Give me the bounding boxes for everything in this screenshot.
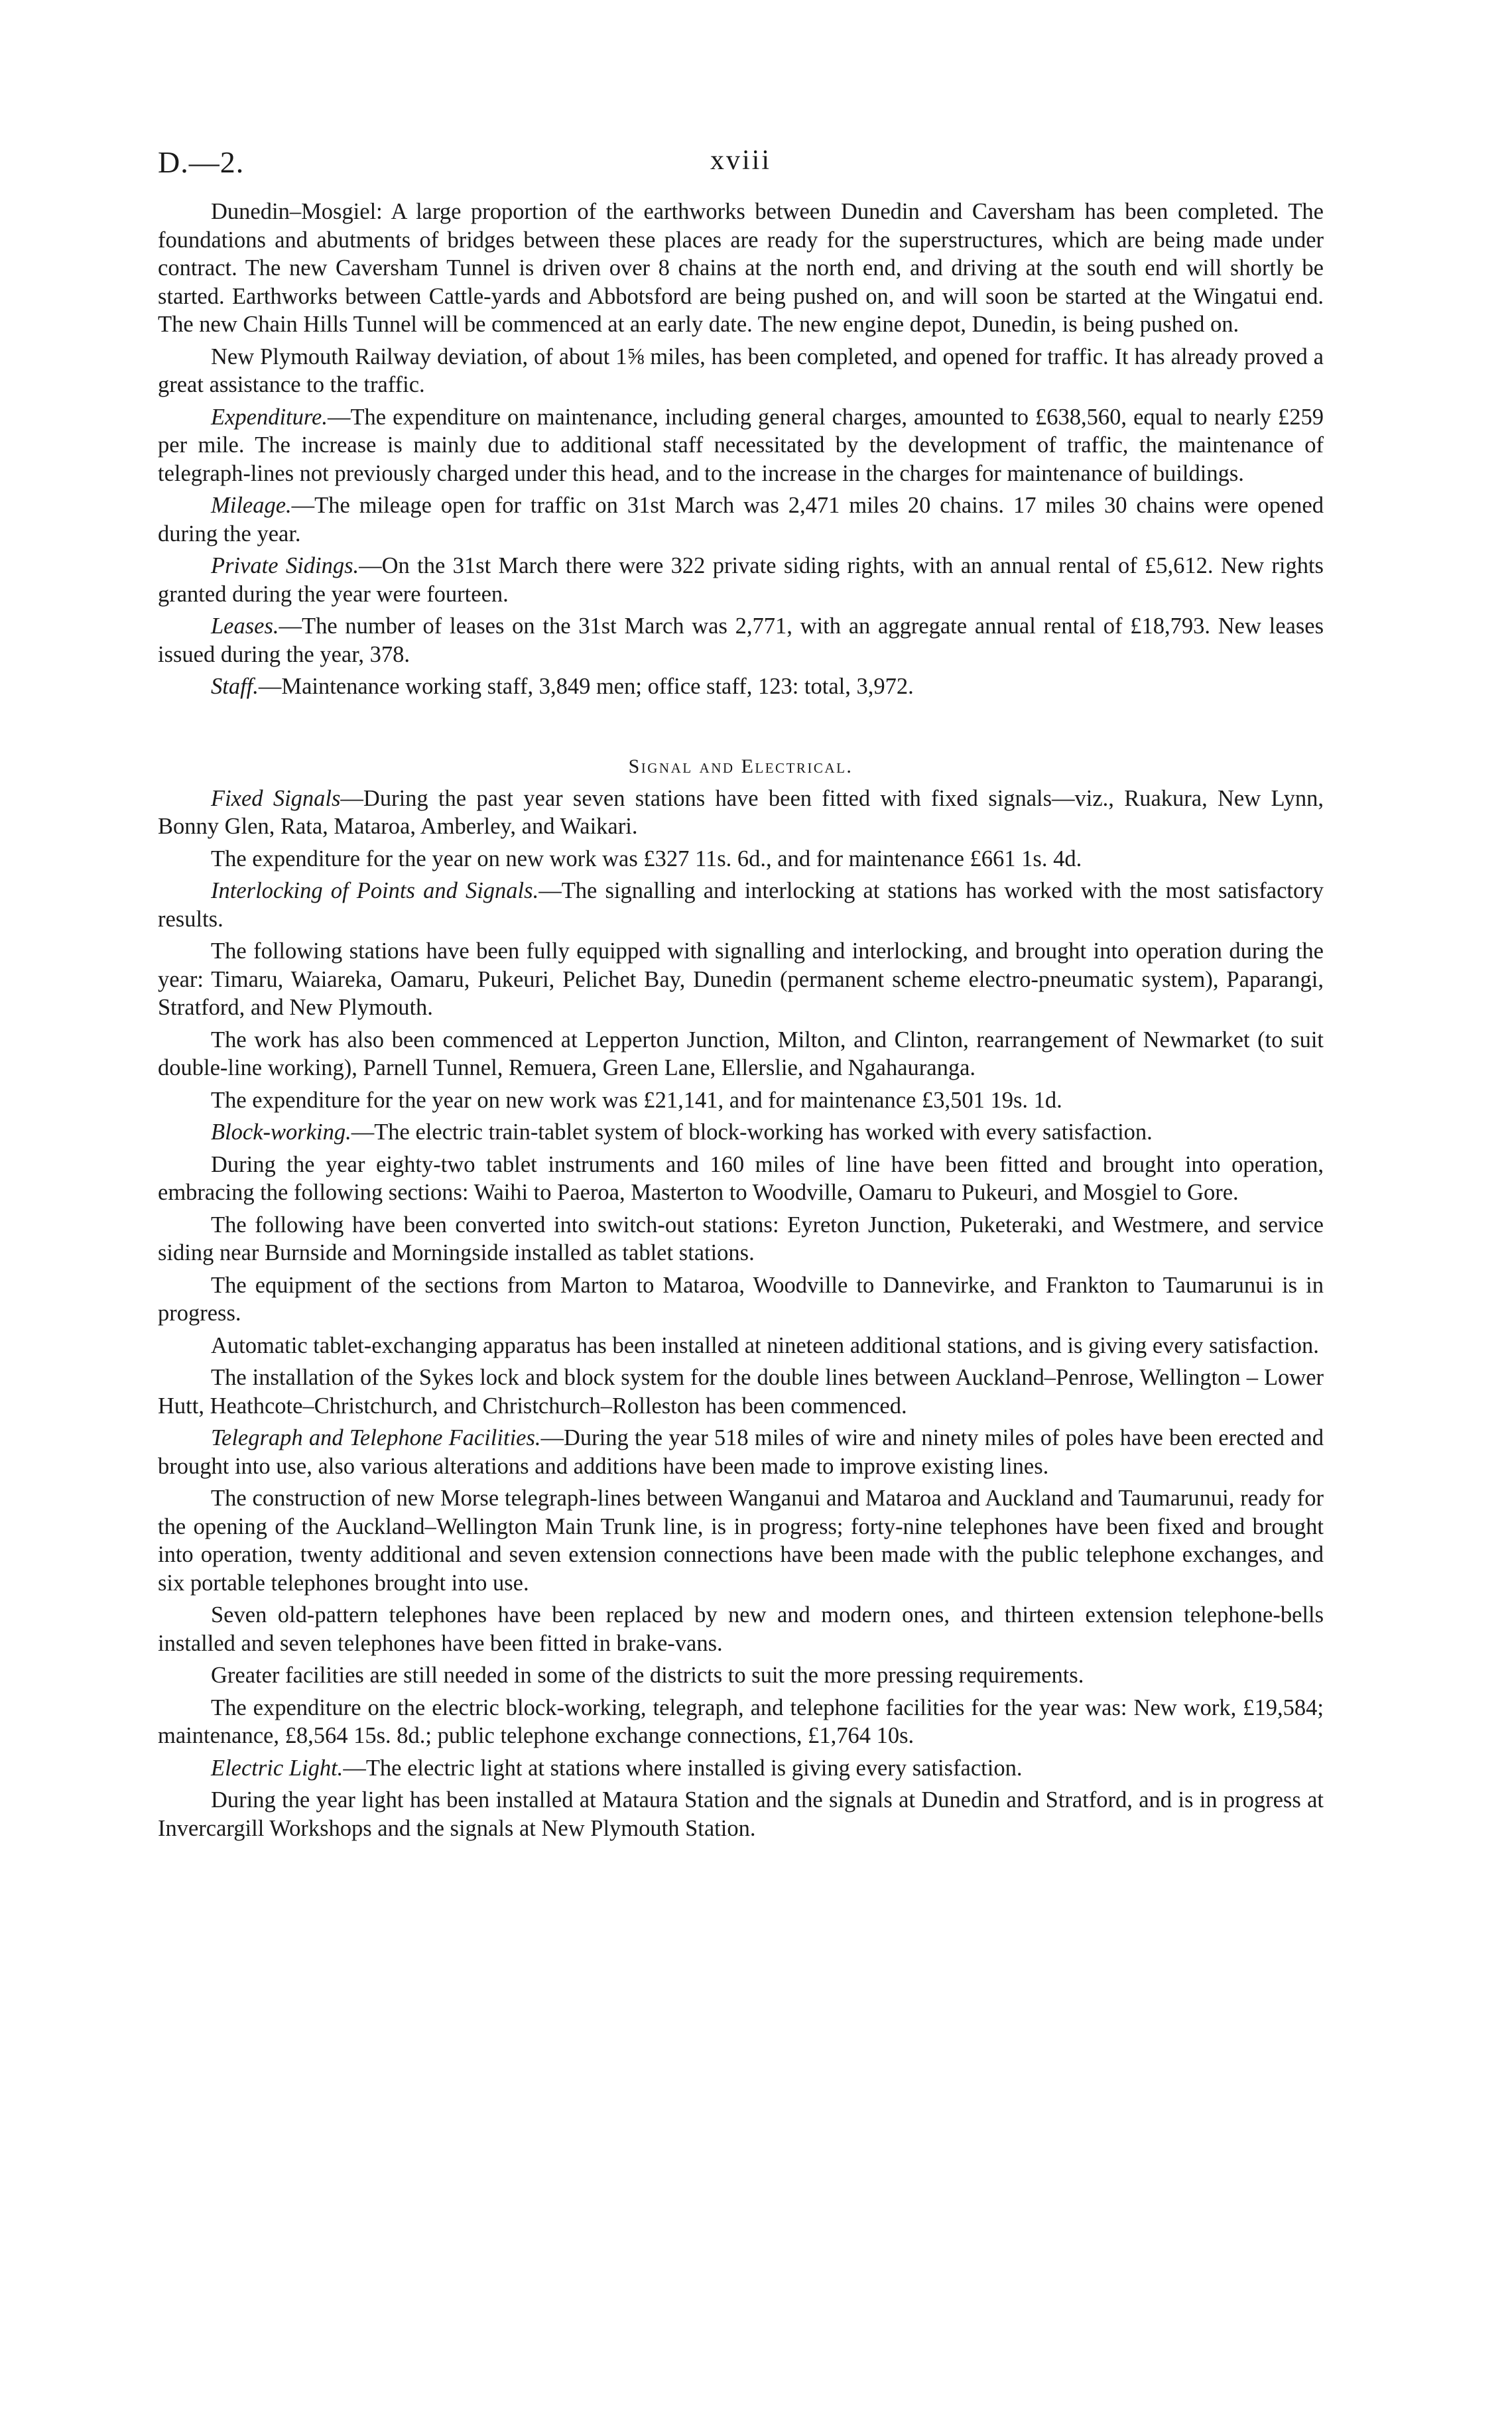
paragraph xyxy=(158,672,1324,701)
paragraph xyxy=(158,1086,1324,1115)
paragraph-text: —The signalling and interlocking at stations has worked with the most satisfactory results. xyxy=(158,878,1324,932)
paragraph xyxy=(158,612,1324,669)
paragraph xyxy=(158,1601,1324,1657)
paragraph-text: —During the year 518 miles of wire and ninety miles of poles have been erected and brought into use, also various alterations and additions have been made to improve existing lines. xyxy=(158,1425,1324,1479)
page-header xyxy=(158,145,1324,198)
paragraph xyxy=(158,1118,1324,1147)
paragraph xyxy=(158,198,1324,339)
paragraph xyxy=(158,1026,1324,1082)
paragraph-lead: Electric Light. xyxy=(211,1755,344,1781)
paragraph xyxy=(158,1151,1324,1207)
paragraph xyxy=(158,1211,1324,1267)
paragraph-lead: Block-working. xyxy=(211,1119,351,1145)
paragraph-text: —On the 31st March there were 322 private siding rights, with an annual rental of £5,612. New rights granted during the year were fourteen. xyxy=(158,553,1324,607)
paragraph-text: —During the past year seven stations have been fitted with fixed signals—viz., Ruakura, New Lynn, Bonny Glen, Rata, Mataroa, Amberley, and Waikari. xyxy=(158,785,1324,839)
paragraph xyxy=(158,491,1324,548)
paragraph-lead: Mileage. xyxy=(211,493,292,518)
paragraph xyxy=(158,343,1324,399)
paragraph-text: New Plymouth Railway deviation, of about 1⅝ miles, has been completed, and opened for traffic. It has already proved a great assistance to the traffic. xyxy=(158,344,1324,397)
paragraph xyxy=(158,1694,1324,1750)
paragraph-text: Automatic tablet-exchanging apparatus has been installed at nineteen additional stations, and is giving every satisfaction. xyxy=(211,1332,1319,1358)
paragraph-text: —The electric light at stations where installed is giving every satisfaction. xyxy=(343,1755,1023,1781)
paragraph-text: The following have been converted into switch-out stations: Eyreton Junction, Puketeraki, and Westmere, and service siding near Burnside and Morningside installed as tablet stations. xyxy=(158,1212,1324,1265)
paragraph xyxy=(158,937,1324,1022)
paragraph-text: —Maintenance working staff, 3,849 men; office staff, 123: total, 3,972. xyxy=(258,674,914,699)
paragraph xyxy=(158,1424,1324,1480)
paragraph xyxy=(158,1364,1324,1420)
paragraph-lead: Interlocking of Points and Signals. xyxy=(211,878,539,903)
paragraph-lead: Telegraph and Telephone Facilities. xyxy=(211,1425,541,1450)
paragraph-lead: Staff. xyxy=(211,674,259,699)
paragraph-text: Greater facilities are still needed in some of the districts to suit the more pressing requirements. xyxy=(211,1663,1084,1688)
paragraph-text: Dunedin–Mosgiel: A large proportion of the earthworks between Dunedin and Caversham has been completed. The foundations and abutments of bridges between these places are ready for the superstructures, which are being made under contract. The new Caversham Tunnel is driven over 8 chains at the north end, and driving at the south end will shortly be started. Earthworks between Cattle-yards and Abbotsford are being pushed on, and will soon be started at the Wingatui end. The new Chain Hills Tunnel will be commenced at an early date. The new engine depot, Dunedin, is being pushed on. xyxy=(158,199,1324,337)
paragraph xyxy=(158,1786,1324,1842)
maintenance-section xyxy=(158,198,1324,701)
document-reference: D.—2. xyxy=(158,145,245,179)
paragraph-lead: Private Sidings. xyxy=(211,553,359,578)
document-page xyxy=(158,145,1324,1846)
paragraph-text: —The expenditure on maintenance, including general charges, amounted to £638,560, equal to nearly £259 per mile. The increase is mainly due to additional staff necessitated by the development of traffic, the maintenance of telegraph-lines not previously charged under this head, and to the increase in the charges for maintenance of buildings. xyxy=(158,404,1324,486)
paragraph-text: During the year light has been installed at Mataura Station and the signals at Dunedin and Stratford, and is in progress at Invercargill Workshops and the signals at New Plymouth Station. xyxy=(158,1787,1324,1841)
paragraph-text: The expenditure for the year on new work was £327 11s. 6d., and for maintenance £661 1s. 4d. xyxy=(211,846,1082,871)
paragraph-text: During the year eighty-two tablet instruments and 160 miles of line have been fitted and brought into operation, embracing the following sections: Waihi to Paeroa, Masterton to Woodville, Oamaru to Pukeuri, and Mosgiel to Gore. xyxy=(158,1151,1324,1205)
paragraph-text: The installation of the Sykes lock and block system for the double lines between Auckland–Penrose, Wellington – Lower Hutt, Heathcote–Christchurch, and Christchurch–Rolleston has been commenced. xyxy=(158,1365,1324,1419)
paragraph xyxy=(158,1271,1324,1328)
paragraph xyxy=(158,877,1324,933)
paragraph-lead: Expenditure. xyxy=(211,404,328,430)
paragraph xyxy=(158,1484,1324,1597)
paragraph-text: The equipment of the sections from Marton to Mataroa, Woodville to Dannevirke, and Frankton to Taumarunui is in progress. xyxy=(158,1272,1324,1326)
paragraph-text: —The electric train-tablet system of block-working has worked with every satisfaction. xyxy=(351,1119,1153,1145)
paragraph-text: The expenditure for the year on new work was £21,141, and for maintenance £3,501 19s. 1d. xyxy=(211,1087,1062,1113)
paragraph xyxy=(158,1661,1324,1690)
section-title-signal-electrical: Signal and Electrical. xyxy=(628,755,853,777)
signal-electrical-section xyxy=(158,785,1324,1843)
paragraph-text: The expenditure on the electric block-working, telegraph, and telephone facilities for the year was: New work, £19,584; maintenance, £8,564 15s. 8d.; public telephone exchange connections, £1,764 10s. xyxy=(158,1694,1324,1748)
paragraph-text: The construction of new Morse telegraph-lines between Wanganui and Mataroa and Auckland and Taumarunui, ready for the opening of the Auckland–Wellington Main Trunk line, is in progress; forty-nine telephones have been fixed and brought into operation, twenty additional and seven extension connections have been made with the public telephone exchanges, and six portable telephones brought into use. xyxy=(158,1486,1324,1596)
paragraph-text: —The number of leases on the 31st March was 2,771, with an aggregate annual rental of £18,793. New leases issued during the year, 378. xyxy=(158,613,1324,667)
paragraph xyxy=(158,1332,1324,1360)
paragraph xyxy=(158,845,1324,873)
paragraph xyxy=(158,552,1324,608)
paragraph xyxy=(158,785,1324,841)
paragraph-text: The work has also been commenced at Lepperton Junction, Milton, and Clinton, rearrangement of Newmarket (to suit double-line working), Parnell Tunnel, Remuera, Green Lane, Ellerslie, and Ngahauranga. xyxy=(158,1027,1324,1080)
paragraph-lead: Leases. xyxy=(211,613,279,639)
paragraph-text: Seven old-pattern telephones have been replaced by new and modern ones, and thirteen extension telephone-bells installed and seven telephones have been fitted in brake-vans. xyxy=(158,1602,1324,1656)
paragraph xyxy=(158,1754,1324,1783)
paragraph-text: —The mileage open for traffic on 31st March was 2,471 miles 20 chains. 17 miles 30 chains were opened during the year. xyxy=(158,493,1324,546)
page-number: xviii xyxy=(710,145,771,176)
paragraph-text: The following stations have been fully equipped with signalling and interlocking, and brought into operation during the year: Timaru, Waiareka, Oamaru, Pukeuri, Pelichet Bay, Dunedin (permanent scheme electro-pneumatic system), Paparangi, Stratford, and New Plymouth. xyxy=(158,938,1324,1020)
paragraph xyxy=(158,403,1324,488)
paragraph-lead: Fixed Signals xyxy=(211,785,341,811)
